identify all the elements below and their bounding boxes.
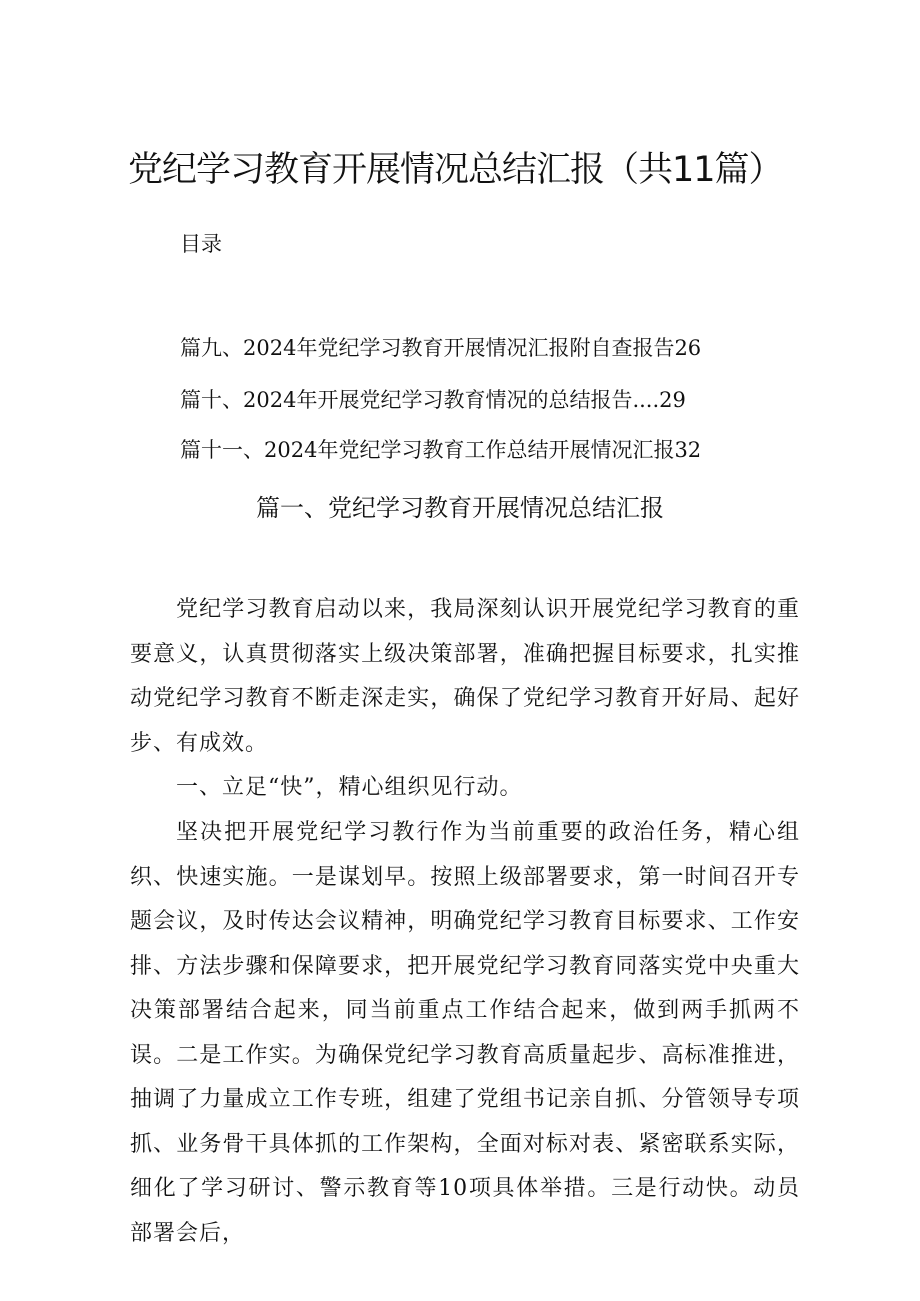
toc-entry: 篇九、2024年党纪学习教育开展情况汇报附自查报告26 <box>180 336 702 360</box>
toc-entry: 篇十一、2024年党纪学习教育工作总结开展情况汇报32 <box>180 438 702 462</box>
toc-entry: 篇十、2024年开展党纪学习教育情况的总结报告....29 <box>180 388 686 412</box>
body-paragraph: 坚决把开展党纪学习教行作为当前重要的政治任务，精心组织、快速实施。一是谋划早。按照上级部署要求，第一时间召开专题会议，及时传达会议精神，明确党纪学习教育目标要求、工作安排、方法步骤和保障要求，把开展党纪学习教育同落实党中央重大决策部署结合起来，同当前重点工作结合起来，做到两手抓两不误。二是工作实。为确保党纪学习教育高质量起步、高标准推进，抽调了力量成立工作专班，组建了党组书记亲自抓、分管领导专项抓、业务骨干具体抓的工作架构，全面对标对表、紧密联系实际，细化了学习研讨、警示教育等10项具体举措。三是行动快。动员部署会后， <box>130 820 800 1246</box>
subsection-heading: 一、立足“快”，精心组织见行动。 <box>176 775 523 800</box>
section-title: 篇一、党纪学习教育开展情况总结汇报 <box>256 494 664 522</box>
document-title: 党纪学习教育开展情况总结汇报（共11篇） <box>128 150 783 190</box>
body-paragraph: 党纪学习教育启动以来，我局深刻认识开展党纪学习教育的重要意义，认真贯彻落实上级决策部署，准确把握目标要求，扎实推动党纪学习教育不断走深走实，确保了党纪学习教育开好局、起好步、有成效。 <box>130 597 800 756</box>
toc-heading: 目录 <box>180 232 222 256</box>
